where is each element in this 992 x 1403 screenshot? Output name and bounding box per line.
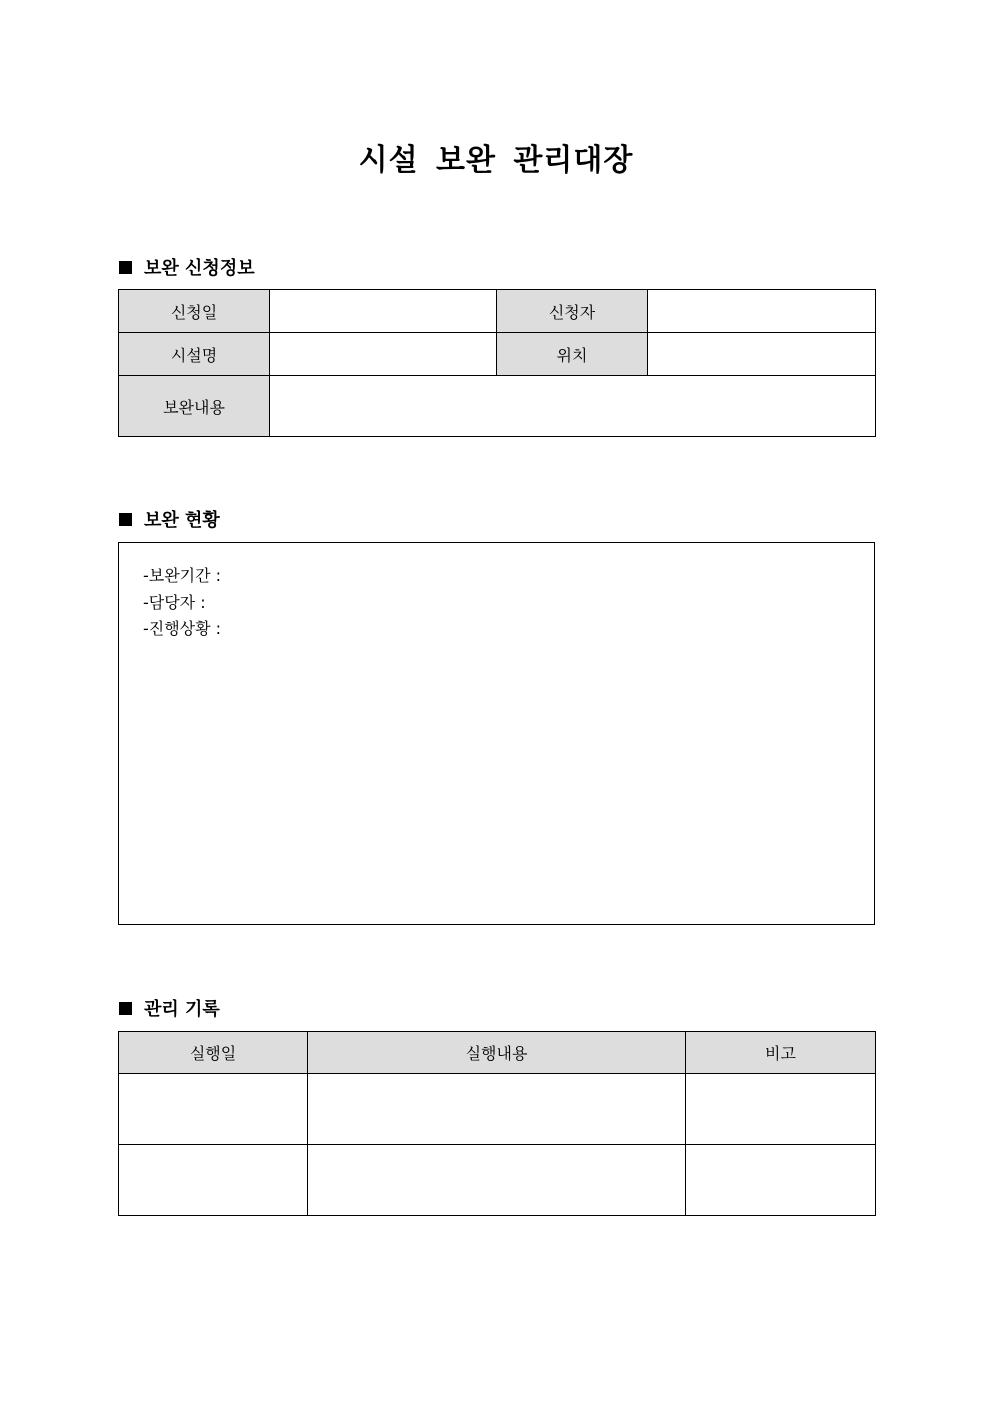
facility-name-label: 시설명 [119,333,270,376]
record-content-cell[interactable] [308,1074,686,1145]
section-heading-label: 보완 신청정보 [144,258,255,279]
column-header-content: 실행내용 [308,1032,686,1074]
content-field[interactable] [270,376,876,437]
table-row [119,333,876,376]
facility-name-field[interactable] [270,333,497,376]
table-row [119,290,876,333]
column-header-date: 실행일 [119,1032,308,1074]
page-title: 시설 보완 관리대장 [358,143,634,178]
record-date-cell[interactable] [119,1145,308,1216]
filled-square-icon [119,513,132,526]
request-date-label: 신청일 [119,290,270,333]
content-label: 보완내용 [119,376,270,437]
table-row [119,1145,876,1216]
request-info-table [118,289,876,437]
status-line-manager: -담당자 : [143,592,206,612]
location-label: 위치 [497,333,648,376]
record-content-cell[interactable] [308,1145,686,1216]
section-heading-label: 관리 기록 [144,999,220,1020]
location-field[interactable] [648,333,876,376]
table-row [119,1074,876,1145]
request-date-field[interactable] [270,290,497,333]
record-note-cell[interactable] [686,1145,876,1216]
section-heading-status [119,506,220,532]
section-heading-request-info [119,254,255,280]
table-header-row [119,1032,876,1074]
applicant-field[interactable] [648,290,876,333]
records-table [118,1031,876,1216]
filled-square-icon [119,261,132,274]
table-row [119,376,876,437]
status-lines [143,563,221,643]
status-line-period: -보완기간 : [143,566,222,585]
applicant-label: 신청자 [497,290,648,333]
section-heading-records [119,995,220,1021]
column-header-note: 비고 [686,1032,876,1074]
record-date-cell[interactable] [119,1074,308,1145]
filled-square-icon [119,1002,132,1015]
status-box[interactable] [118,542,875,925]
record-note-cell[interactable] [686,1074,876,1145]
status-line-progress: -진행상황 : [143,619,222,638]
section-heading-label: 보완 현황 [144,510,220,531]
